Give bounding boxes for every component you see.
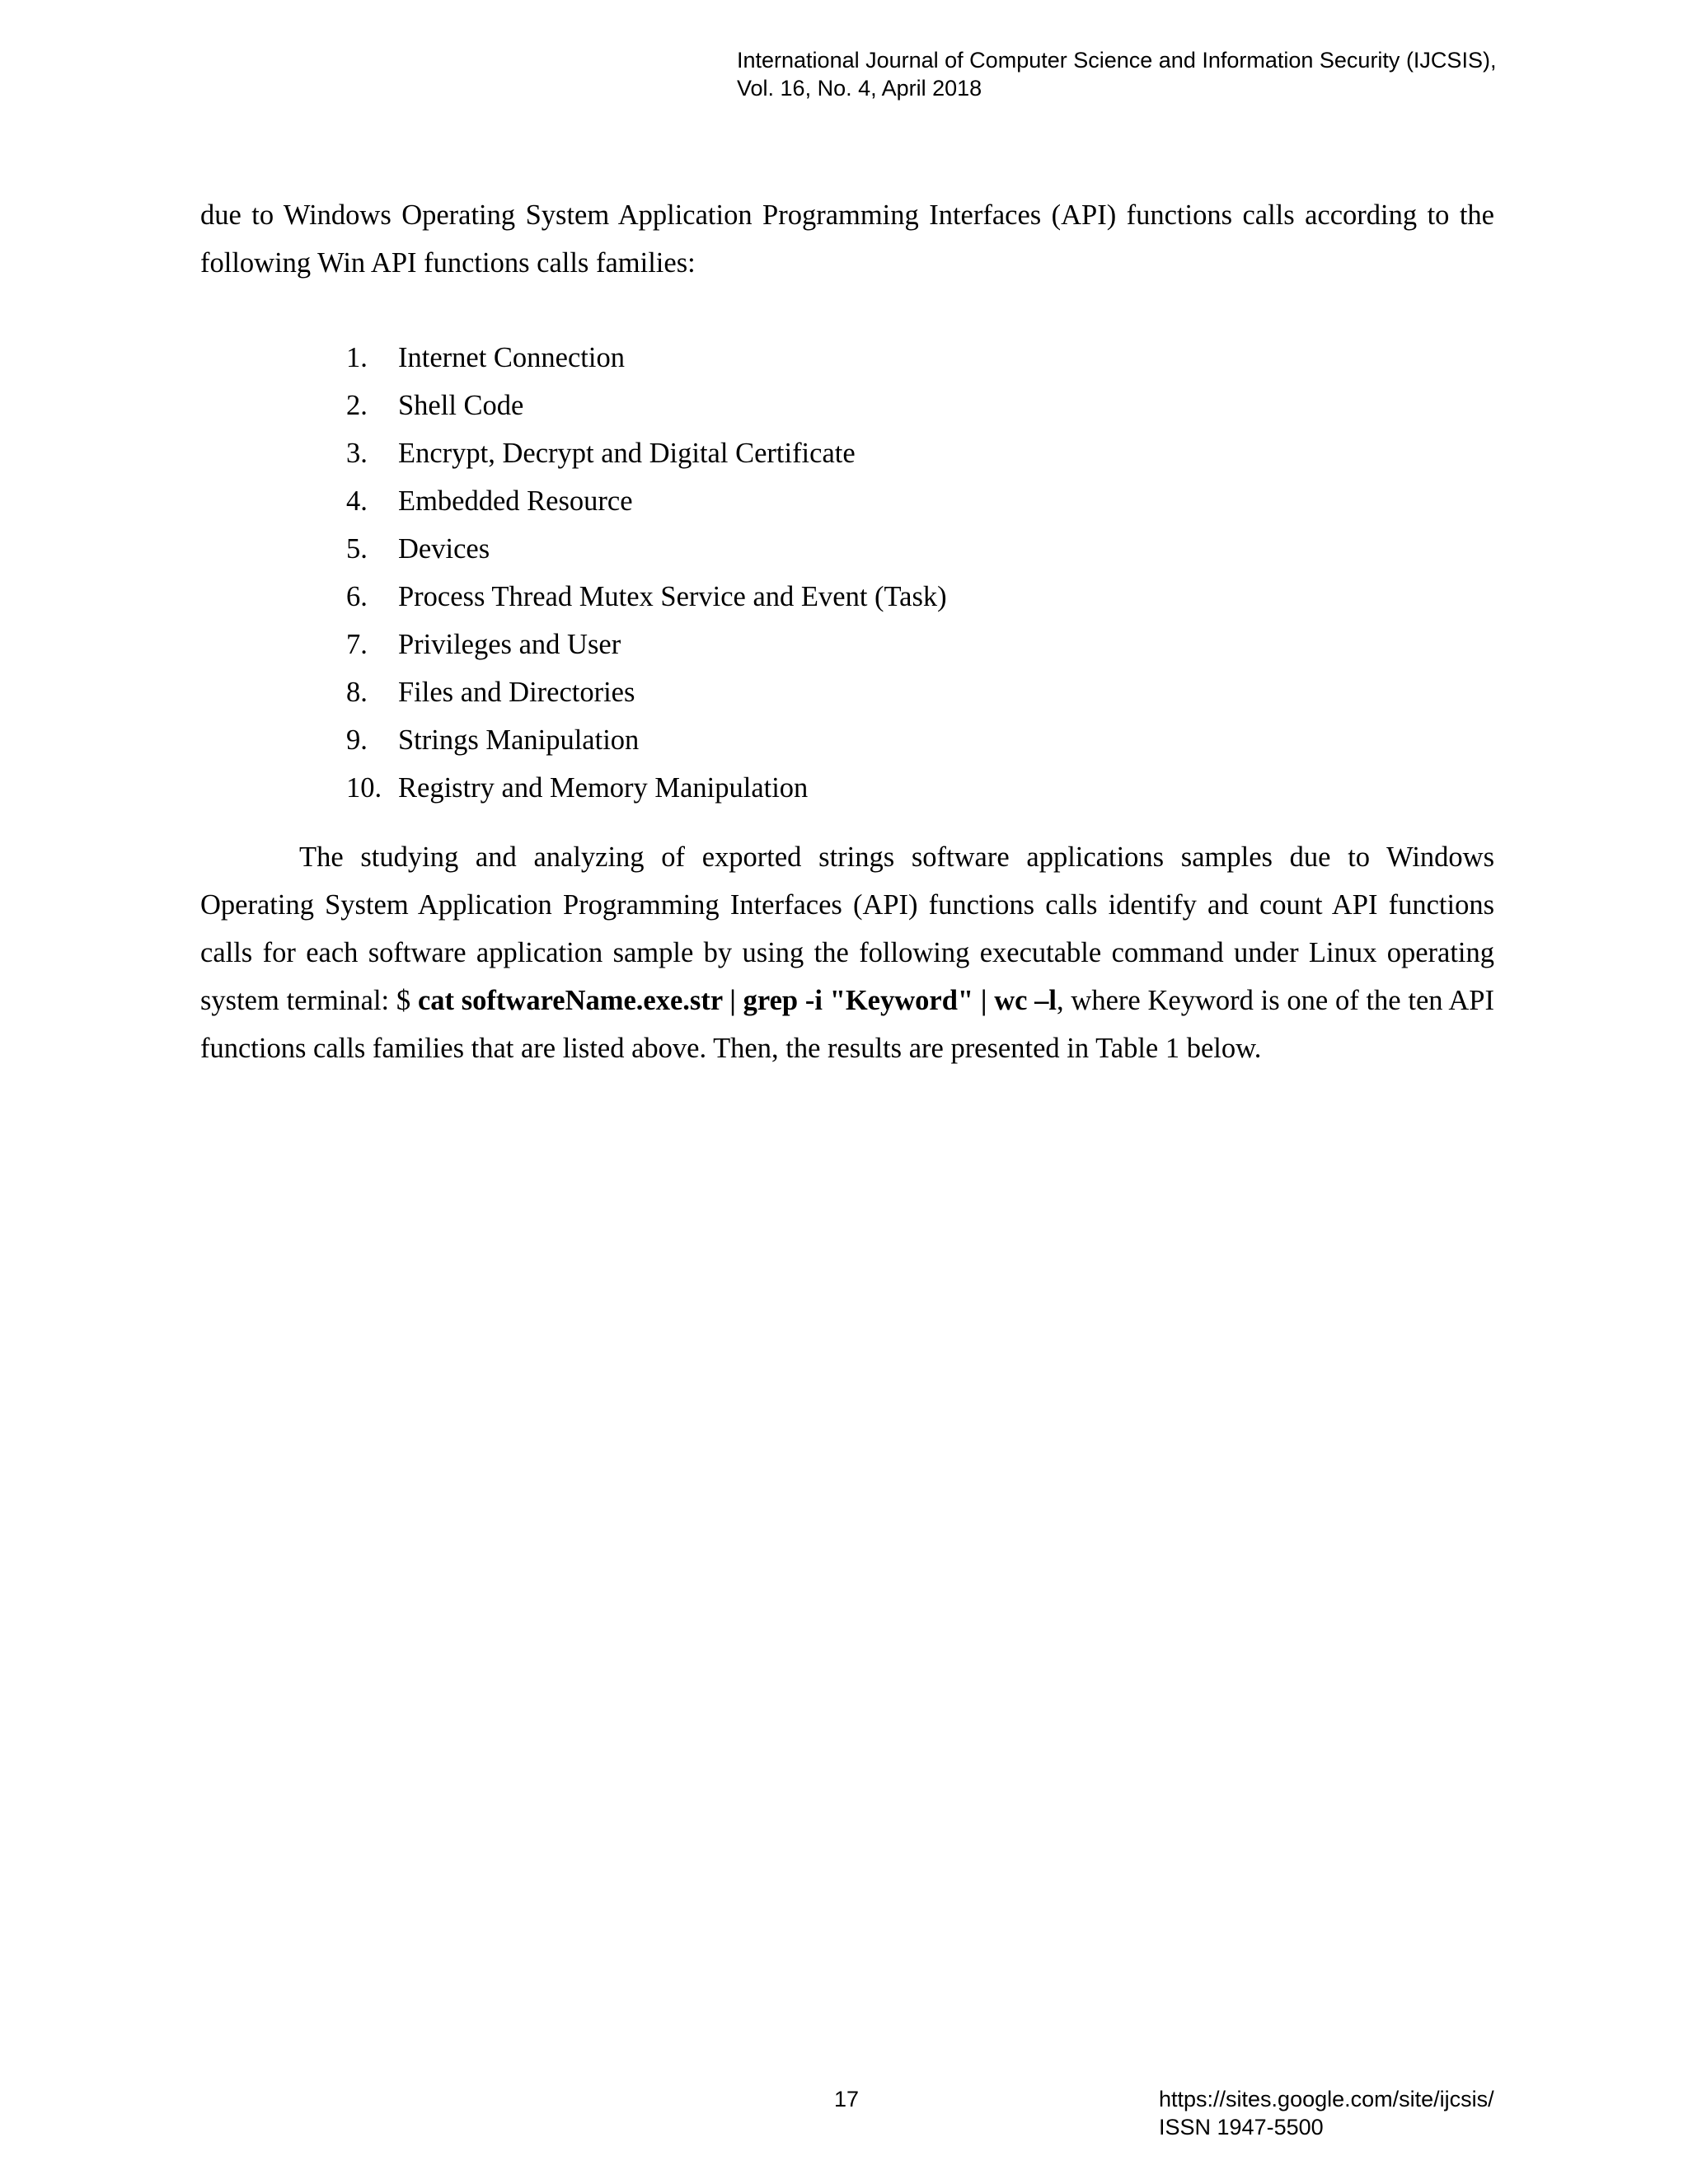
list-item-label: Privileges and User — [398, 629, 621, 660]
method-text-after: , where Keyword is one of the ten API functions calls families that are listed above. Then, the results are presented in Table 1 below. — [200, 985, 1494, 1064]
list-item — [346, 382, 947, 429]
list-item-number: 4. — [346, 485, 368, 517]
list-item — [346, 716, 947, 764]
linux-command: cat softwareName.exe.str | grep -i "Keyword" | wc –l — [417, 985, 1057, 1016]
list-item — [346, 573, 947, 621]
list-item — [346, 525, 947, 573]
intro-paragraph: due to Windows Operating System Application Programming Interfaces (API) functions calls according to the following Win API functions calls families: — [200, 199, 1494, 279]
list-item-number: 10. — [346, 772, 382, 804]
list-item — [346, 334, 947, 382]
journal-header — [737, 46, 1496, 102]
list-item — [346, 668, 947, 716]
list-item-label: Internet Connection — [398, 342, 625, 373]
list-item-label: Encrypt, Decrypt and Digital Certificate — [398, 438, 856, 469]
list-item-number: 3. — [346, 438, 368, 469]
list-item-number: 2. — [346, 390, 368, 421]
list-item-number: 6. — [346, 581, 368, 612]
journal-footer — [1159, 2085, 1494, 2141]
journal-url: https://sites.google.com/site/ijcsis/ — [1159, 2087, 1494, 2111]
list-item — [346, 477, 947, 525]
list-item-label: Process Thread Mutex Service and Event (Task) — [398, 581, 947, 612]
list-item-number: 1. — [346, 342, 368, 373]
list-item-number: 8. — [346, 677, 368, 708]
list-item-label: Shell Code — [398, 390, 524, 421]
list-item — [346, 621, 947, 668]
list-item-number: 9. — [346, 724, 368, 756]
list-item — [346, 429, 947, 477]
list-item-number: 5. — [346, 533, 368, 565]
list-item-label: Devices — [398, 533, 490, 565]
journal-issn: ISSN 1947-5500 — [1159, 2115, 1324, 2139]
list-item-number: 7. — [346, 629, 368, 660]
list-item-label: Strings Manipulation — [398, 724, 640, 756]
method-paragraph — [200, 833, 1494, 1072]
page-number: 17 — [834, 2087, 860, 2111]
journal-title: International Journal of Computer Science and Information Security (IJCSIS), — [737, 48, 1497, 73]
method-text-before: The studying and analyzing of exported strings software applications samples due to Windows Operating System Application Programming Interfaces (API) functions calls identify and count API functions calls for each software application sample by using the following executable command under Linux operating system terminal: $ — [200, 841, 1494, 1016]
list-item — [346, 764, 947, 812]
list-item-label: Embedded Resource — [398, 485, 633, 517]
journal-volume: Vol. 16, No. 4, April 2018 — [737, 76, 982, 101]
list-item-label: Registry and Memory Manipulation — [398, 772, 809, 804]
list-item-label: Files and Directories — [398, 677, 635, 708]
api-families-list — [346, 334, 947, 812]
